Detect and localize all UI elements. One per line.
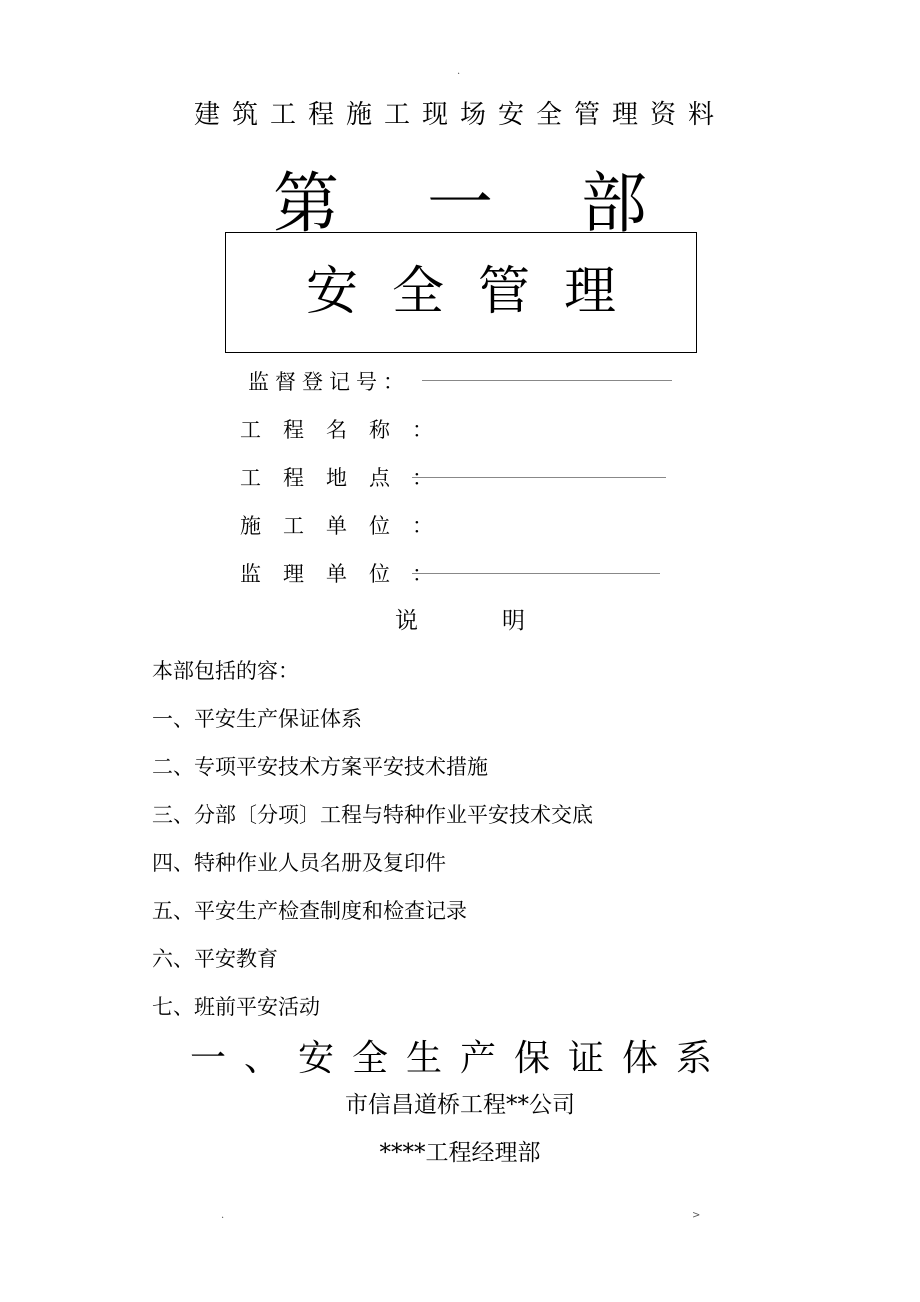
document-title: 建筑工程施工现场安全管理资料	[193, 100, 726, 130]
field-label: 工程名称：	[240, 418, 455, 442]
supervision-unit-line[interactable]	[412, 573, 660, 574]
list-item: 六、平安教育	[152, 947, 278, 971]
field-label: 监督登记号：	[248, 370, 410, 394]
field-registration-no	[248, 366, 410, 396]
company-name: 市信昌道桥工程**公司	[345, 1092, 575, 1118]
list-item: 五、平安生产检查制度和检查记录	[152, 899, 467, 923]
field-construction-unit	[240, 510, 455, 540]
explanation-heading: 说明	[395, 608, 609, 634]
top-mark: .	[457, 66, 461, 77]
explanation-intro: 本部包括的容：	[152, 659, 299, 683]
section-title: 一、安全生产保证体系	[189, 1038, 730, 1079]
field-label: 监理单位：	[240, 562, 455, 586]
project-location-line[interactable]	[412, 477, 666, 478]
list-item: 一、平安生产保证体系	[152, 707, 362, 731]
list-item: 四、特种作业人员名册及复印件	[152, 851, 446, 875]
part-title: 第一部	[273, 165, 735, 242]
list-item: 七、班前平安活动	[152, 995, 320, 1019]
footer-right-mark: >	[692, 1210, 701, 1221]
title-box	[225, 232, 697, 353]
field-label: 工程地点：	[240, 466, 455, 490]
box-title: 安全管理	[305, 262, 650, 322]
list-item: 三、分部〔分项〕工程与特种作业平安技术交底	[152, 803, 593, 827]
list-item: 二、专项平安技术方案平安技术措施	[152, 755, 488, 779]
registration-no-line[interactable]	[422, 380, 672, 381]
field-project-name	[240, 414, 455, 444]
footer-left-mark: .	[221, 1210, 225, 1221]
department-name: ****工程经理部	[379, 1140, 541, 1166]
field-label: 施工单位：	[240, 514, 455, 538]
